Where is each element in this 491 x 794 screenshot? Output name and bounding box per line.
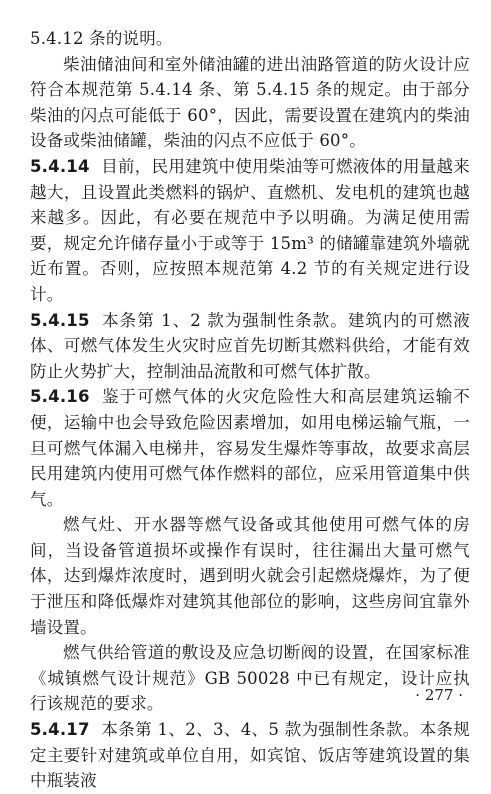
- document-page: [30, 26, 470, 794]
- paragraph-text: 柴油储油间和室外储油罐的进出油路管道的防火设计应符合本规范第 5.4.14 条、第 5.4.15 条的规定。由于部分柴油的闪点可能低于 60°，因此，需要设置在建筑内的柴油设备或柴油储罐，柴油的闪点不应低于 60°。: [30, 54, 470, 151]
- paragraph-diesel-storage: [30, 52, 470, 154]
- paragraph-continuation: [30, 26, 470, 52]
- clause-5-4-15: [30, 308, 470, 385]
- clause-5-4-14: [30, 154, 470, 308]
- paragraph-text: 鉴于可燃气体的火灾危险性大和高层建筑运输不便，运输中也会导致危险因素增加，如用电梯运输气瓶，一旦可燃气体漏入电梯井，容易发生爆炸等事故，故要求高层民用建筑内使用可燃气体作燃料的部位，应采用管道集中供气。: [30, 387, 470, 509]
- clause-number: 5.4.17: [30, 720, 90, 740]
- paragraph-text: 5.4.12 条的说明。: [30, 29, 173, 48]
- paragraph-text: 本条第 1、2 款为强制性条款。建筑内的可燃液体、可燃气体发生火灾时应首先切断其燃料供给，才能有效防止火势扩大，控制油品流散和可燃气体扩散。: [30, 310, 470, 381]
- clause-5-4-16: [30, 384, 470, 512]
- clause-number: 5.4.14: [30, 156, 90, 176]
- paragraph-text: 燃气灶、开水器等燃气设备或其他使用可燃气体的房间，当设备管道损坏或操作有误时，往往漏出大量可燃气体，达到爆炸浓度时，遇到明火就会引起燃烧爆炸，为了便于泄压和降低爆炸对建筑其他部位的影响，这些房间宜靠外墙设置。: [30, 515, 470, 637]
- page-number: · 277 ·: [415, 686, 463, 704]
- paragraph-text: 燃气供给管道的敷设及应急切断阀的设置，在国家标准《城镇燃气设计规范》GB 50028 中已有规定，设计应执行该规范的要求。: [30, 643, 470, 714]
- clause-number: 5.4.16: [30, 387, 90, 407]
- clause-number: 5.4.15: [30, 310, 90, 330]
- paragraph-gas-pipeline: [30, 640, 470, 717]
- paragraph-gas-appliances: [30, 512, 470, 640]
- clause-5-4-17: [30, 717, 470, 794]
- paragraph-text: 目前，民用建筑中使用柴油等可燃液体的用量越来越大，且设置此类燃料的锅炉、直燃机、发电机的建筑也越来越多。因此，有必要在规范中予以明确。为满足使用需要，规定允许储存量小于或等于 15m³ 的储罐靠建筑外墙就近布置。否则，应按照本规范第 4.2 节的有关规定进行设计。: [30, 156, 470, 304]
- paragraph-text: 本条第 1、2、3、4、5 款为强制性条款。本条规定主要针对建筑或单位自用，如宾馆、饭店等建筑设置的集中瓶装液: [30, 720, 470, 791]
